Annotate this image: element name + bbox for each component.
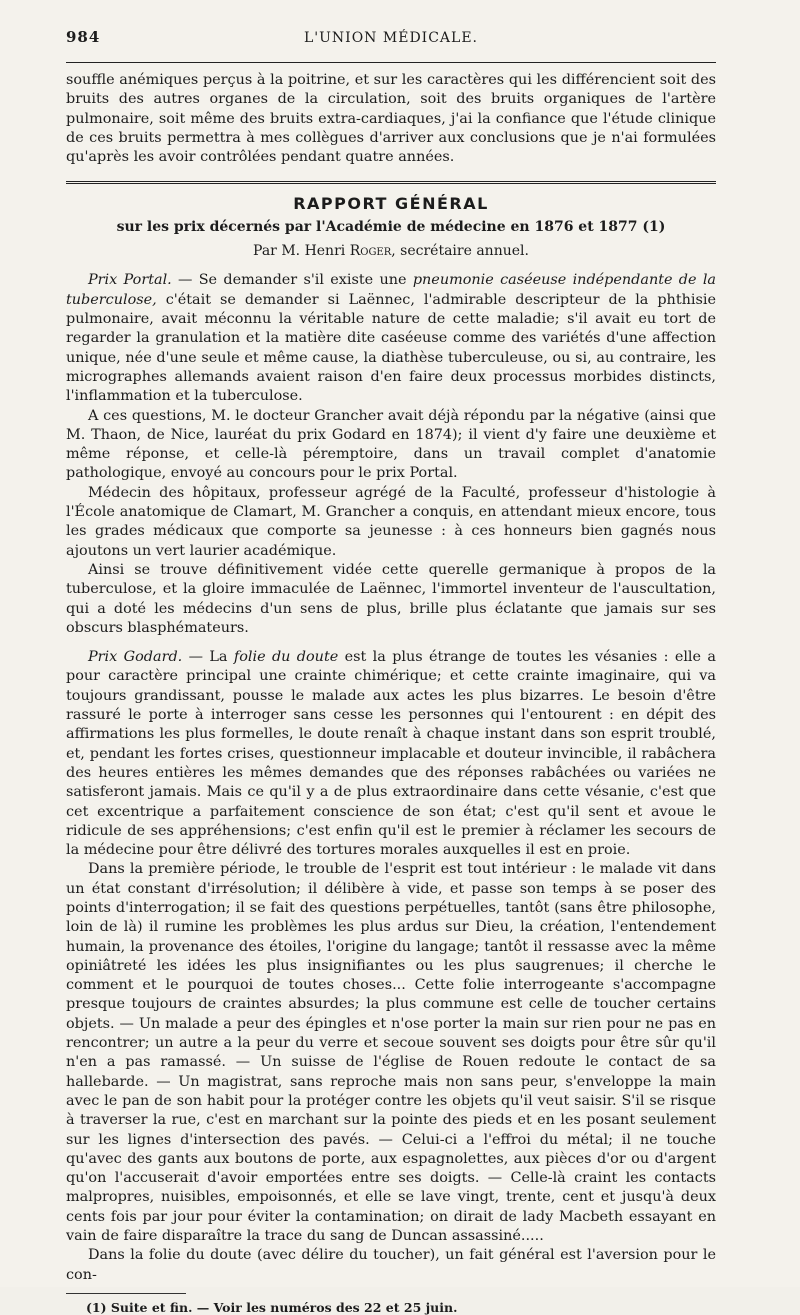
page-header bbox=[66, 28, 716, 58]
godard-heading: Prix Godard. bbox=[88, 649, 183, 666]
report-author bbox=[66, 243, 716, 259]
godard-paragraph-1 bbox=[66, 648, 716, 860]
portal-text-b: c'était se demander si Laënnec, l'admirable descripteur de la phthisie pulmonaire, avait méconnu la véritable nature de cette maladie; s'il avait eu tort de regarder la granulation et la matière dite caséeuse comme des variétés d'une affection unique, née d'une seule et même cause, la diathèse tuberculeuse, ou si, au contraire, les micrographes allemands avaient raison d'en faire deux processus morbides distincts, l'inflammation et la tuberculose. bbox=[66, 291, 716, 405]
report-subtitle: sur les prix décernés par l'Académie de médecine en 1876 et 1877 (1) bbox=[116, 219, 666, 236]
intro-paragraph: souffle anémiques perçus à la poitrine, et sur les caractères qui les différencient soit des bruits des autres organes de la circulation, soit des bruits organiques de l'artère pulmonaire, soit même des bruits extra-cardiaques, j'ai la confiance que l'étude clinique de ces bruits permettra à mes collègues d'arriver aux conclusions que je n'ai formulées qu'après les avoir contrôlées pendant quatre années. bbox=[66, 72, 716, 166]
author-prefix: Par M. Henri bbox=[253, 243, 350, 260]
portal-paragraph-2: A ces questions, M. le docteur Grancher avait déjà répondu par la négative (ainsi que M. Thaon, de Nice, lauréat du prix Godard en 1874); il vient d'y faire une deuxième et même réponse, et celle-là péremptoire, dans un travail complet d'anatomie pathologique, envoyé au concours pour le prix Portal. bbox=[66, 407, 716, 482]
author-name: Roger bbox=[349, 243, 392, 260]
footnote-rule bbox=[66, 1293, 186, 1294]
portal-heading: Prix Portal. bbox=[88, 272, 172, 289]
godard-text-b: est la plus étrange de toutes les vésanies : elle a pour caractère principal une crainte chimérique; et cette crainte imaginaire, qui va toujours grandissant, pousse le malade aux actes les plus bizarres. Le besoin d'être rassuré le porte à interroger sans cesse les personnes qui l'entourent : en dépit des affirmations les plus formelles, le doute renaît à chaque instant dans son esprit troublé, et, pendant les fortes crises, questionneur implacable et douteur invincible, il rabâchera des heures entières les mêmes demandes que des réponses rabâchées ou variées ne satisferont jamais. Mais ce qu'il y a de plus extraordinaire dans cette vésanie, c'est que cet excentrique a parfaitement conscience de son état; c'est qu'il sent et avoue le ridicule de ses appréhensions; c'est enfin qu'il est le premier à réclamer les secours de la médecine pour être délivré des tortures morales auxquelles il est en proie. bbox=[66, 649, 716, 859]
header-rule bbox=[66, 62, 716, 63]
portal-paragraph-3: Médecin des hôpitaux, professeur agrégé de la Faculté, professeur d'histologie à l'École anatomique de Clamart, M. Grancher a conquis, en attendant mieux encore, tous les grades médicaux que comporte sa jeunesse : à ces honneurs bien gagnés nous ajoutons un vert laurier académique. bbox=[66, 484, 716, 559]
portal-emphasis: pneumonie caséeuse indépendante de la tuberculose, bbox=[66, 272, 716, 308]
godard-paragraph-3: Dans la folie du doute (avec délire du toucher), un fait général est l'aversion pour le con- bbox=[66, 1247, 716, 1283]
section-rule bbox=[66, 181, 716, 184]
footnote: (1) Suite et fin. — Voir les numéros des 22 et 25 juin. bbox=[86, 1299, 458, 1315]
portal-paragraph-1 bbox=[66, 271, 716, 406]
portal-text-a: — Se demander s'il existe une bbox=[171, 272, 413, 289]
godard-text-a: — La bbox=[182, 649, 234, 666]
portal-paragraph-4: Ainsi se trouve définitivement vidée cette querelle germanique à propos de la tuberculose, et la gloire immaculée de Laënnec, l'immortel inventeur de l'auscultation, qui a doté les médecins d'un sens de plus, brille plus éclatante que jamais sur ses obscurs blasphémateurs. bbox=[66, 561, 716, 636]
report-title: RAPPORT GÉNÉRAL bbox=[293, 194, 489, 214]
page-number: 984 bbox=[66, 28, 101, 46]
running-title: L'UNION MÉDICALE. bbox=[303, 30, 478, 46]
godard-paragraph-2: Dans la première période, le trouble de l'esprit est tout intérieur : le malade vit dans un état constant d'irrésolution; il délibère à vide, et passe son temps à se poser des points d'interrogation; il se fait des questions perpétuelles, tantôt (sans être philosophe, loin de là) il rumine les problèmes les plus ardus sur Dieu, la création, l'entendement humain, la provenance des étoiles, l'origine du langage; tantôt il ressasse avec la même opiniâtreté les idées les plus insignifiantes ou les plus saugrenues; il cherche le comment et le pourquoi de toutes choses... Cette folie interrogeante s'accompagne presque toujours de craintes absurdes; la plus commune est celle de toucher certains objets. — Un malade a peur des épingles et n'ose porter la main sur rien pour ne pas en rencontrer; un autre a la peur du verre et secoue souvent ses doigts pour être sûr qu'il n'en a pas ramassé. — Un suisse de l'église de Rouen redoute le contact de sa hallebarde. — Un magistrat, sans reproche mais non sans peur, s'enveloppe la main avec le pan de son habit pour la protéger contre les objets qu'il veut saisir. S'il se risque à traverser la rue, c'est en marchant sur la pointe des pieds et en les posant seulement sur les lignes d'intersection des pavés. — Celui-ci a l'effroi du métal; il ne touche qu'avec des gants aux boutons de porte, aux espagnolettes, aux pièces d'or ou d'argent qu'on l'accuserait d'avoir emportées entre ses doigts. — Celle-là craint les contacts malpropres, nuisibles, empoisonnés, et elle se lave vingt, trente, cent et jusqu'à deux cents fois par jour pour éviter la contamination; on dirait de lady Macbeth essayant en vain de faire disparaître la trace du sang de Duncan assassiné..... bbox=[66, 861, 716, 1245]
author-suffix: , secrétaire annuel. bbox=[391, 243, 529, 260]
godard-emphasis: folie du doute bbox=[233, 649, 339, 666]
